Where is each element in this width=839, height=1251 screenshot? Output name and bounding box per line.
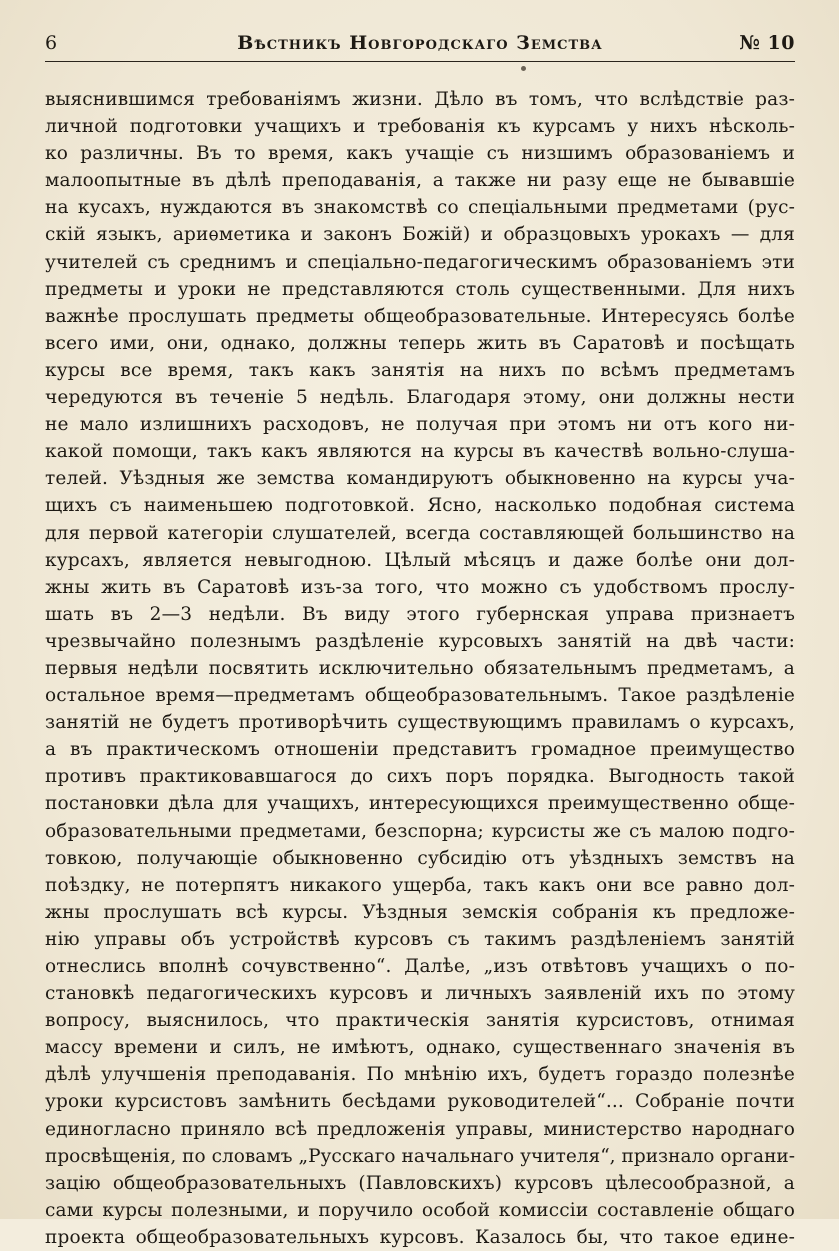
text-line: жны прослушать всѣ курсы. Уѣздныя земскія собранія къ предложе- [45,901,795,923]
text-line: образовательными предметами, безспорна; курсисты же съ малою подго- [45,820,795,842]
body-text [45,86,795,1251]
text-line: а въ практическомъ отношеніи представитъ громадное преимущество [45,739,795,761]
text-line: личной подготовки учащихъ и требованія къ курсамъ у нихъ нѣсколь- [45,116,795,138]
text-line: щихъ съ наименьшею подготовкой. Ясно, насколько подобная система [45,495,795,517]
text-line: телей. Уѣздныя же земства командируютъ обыкновенно на курсы уча- [45,468,795,490]
issue-number: № 10 [739,32,795,54]
text-line: занятій не будетъ противорѣчить существующимъ правиламъ о курсахъ, [45,712,795,734]
text-line: нію управы объ устройствѣ курсовъ съ такимъ раздѣленіемъ занятій [45,928,795,950]
ink-speck [521,66,526,71]
text-line: остальное время—предметамъ общеобразовательнымъ. Такое раздѣленіе [45,685,795,707]
text-line: вопросу, выяснилось, что практическія занятія курсистовъ, отнимая [45,1010,795,1032]
text-line: дѣлѣ улучшенія преподаванія. По мнѣнію ихъ, будетъ гораздо полезнѣе [45,1064,795,1086]
text-line: массу времени и силъ, не имѣютъ, однако, существеннаго значенія въ [45,1037,795,1059]
page-number: 6 [45,32,58,54]
text-line: постановки дѣла для учащихъ, интересующихся преимущественно обще- [45,793,795,815]
text-line: жны жить въ Саратовѣ изъ-за того, что можно съ удобствомъ прослу- [45,576,795,598]
text-line: единогласно приняло всѣ предложенія управы, министерство народнаго [45,1118,795,1140]
text-line: шать въ 2—3 недѣли. Въ виду этого губернская управа признаетъ [45,603,795,625]
text-line: важнѣе прослушать предметы общеобразовательные. Интересуясь болѣе [45,305,795,327]
text-line: товкою, получающіе обыкновенно субсидію отъ уѣздныхъ земствъ на [45,847,795,869]
text-line: поѣздку, не потерпятъ никакого ущерба, такъ какъ они все равно дол- [45,874,795,896]
text-line: чрезвычайно полезнымъ раздѣленіе курсовыхъ занятій на двѣ части: [45,630,795,652]
text-line: уроки курсистовъ замѣнить бесѣдами руководителей“... Собраніе почти [45,1091,795,1113]
text-line: для первой категоріи слушателей, всегда составляющей большинство на [45,522,795,544]
text-line: сами курсы полезными, и поручило особой комиссіи составленіе общаго [45,1199,795,1221]
text-line: зацію общеобразовательныхъ (Павловскихъ) курсовъ цѣлесообразной, а [45,1172,795,1194]
text-line: выяснившимся требованіямъ жизни. Дѣло въ томъ, что вслѣдствіе раз- [45,89,795,110]
text-line: просвѣщенія, по словамъ „Русскаго начальнаго учителя“, признало органи- [45,1145,795,1167]
running-header [45,32,795,60]
text-line: малоопытные въ дѣлѣ преподаванія, а также ни разу еще не бывавшіе [45,170,795,192]
text-line: проекта общеобразовательныхъ курсовъ. Казалось бы, что такое едине- [45,1226,795,1248]
text-line: скій языкъ, ариѳметика и законъ Божій) и образцовыхъ урокахъ — для [45,224,795,246]
header-rule [45,61,795,62]
text-line: какой помощи, такъ какъ являются на курсы въ качествѣ вольно-слуша- [45,441,795,463]
text-line: предметы и уроки не представляются столь существенными. Для нихъ [45,278,795,300]
text-line: не мало излишнихъ расходовъ, не получая при этомъ ни отъ кого ни- [45,414,795,436]
journal-title: Вѣстникъ Новгородскаго Земства [237,32,603,54]
text-line: противъ практиковавшагося до сихъ поръ порядка. Выгодность такой [45,766,795,788]
text-line: курсахъ, является невыгодною. Цѣлый мѣсяцъ и даже болѣе они дол- [45,549,795,571]
text-line: первыя недѣли посвятить исключительно обязательнымъ предметамъ, а [45,657,795,679]
text-line: на кусахъ, нуждаются въ знакомствѣ со спеціальными предметами (рус- [45,197,795,219]
text-line: курсы все время, такъ какъ занятія на нихъ по всѣмъ предметамъ [45,359,795,381]
text-line: ко различны. Въ то время, какъ учащіе съ низшимъ образованіемъ и [45,143,795,165]
text-line: становкѣ педагогическихъ курсовъ и личныхъ заявленій ихъ по этому [45,983,795,1005]
text-line: учителей съ среднимъ и спеціально-педагогическимъ образованіемъ эти [45,251,795,273]
text-line: отнеслись вполнѣ сочувственно“. Далѣе, „изъ отвѣтовъ учащихъ о по- [45,956,795,977]
text-line: чередуются въ теченіе 5 недѣль. Благодаря этому, они должны нести [45,387,795,409]
text-line: всего ими, они, однако, должны теперь жить въ Саратовѣ и посѣщать [45,332,795,354]
